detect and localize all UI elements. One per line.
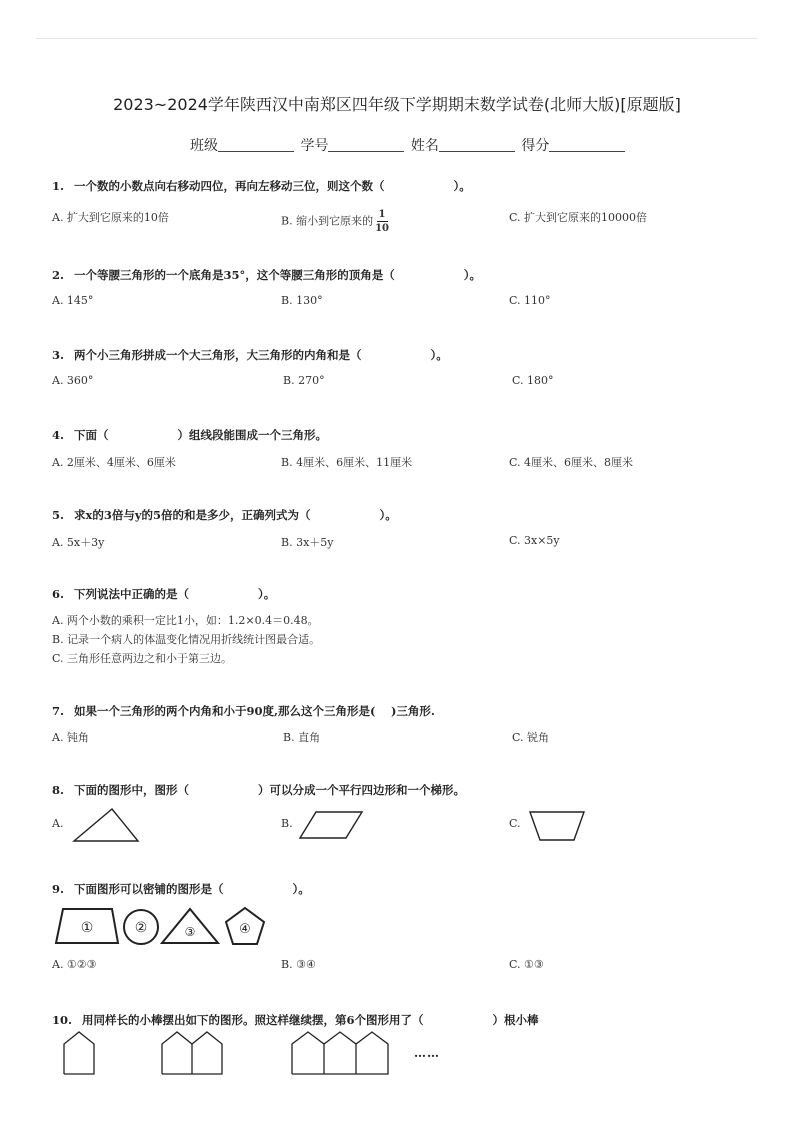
student-number-blank[interactable] bbox=[328, 138, 404, 152]
shape-label-3: ③ bbox=[184, 925, 196, 939]
shape-label-1: ① bbox=[80, 920, 94, 936]
option-c[interactable]: C. 扩大到它原来的10000倍 bbox=[509, 211, 648, 224]
matchstick-house-figures bbox=[62, 1030, 402, 1076]
tiling-shapes bbox=[54, 905, 274, 949]
option-a[interactable]: A. 两个小数的乘积一定比1小，如：1.2×0.4＝0.48。 bbox=[52, 614, 319, 627]
option-a[interactable]: A. ①②③ bbox=[52, 958, 97, 971]
question-number: 7. bbox=[52, 704, 65, 718]
option-b[interactable]: B. 270° bbox=[283, 374, 325, 387]
question-text: 如果一个三角形的两个内角和小于90度,那么这个三角形是( )三角形. bbox=[74, 704, 435, 718]
option-b[interactable]: B. 记录一个病人的体温变化情况用折线统计图最合适。 bbox=[52, 633, 321, 646]
question-number: 3. bbox=[52, 348, 65, 362]
question-number: 2. bbox=[52, 268, 65, 282]
option-a[interactable]: A. 钝角 bbox=[52, 731, 89, 744]
house-figure-1 bbox=[64, 1032, 94, 1074]
question-6 bbox=[52, 586, 275, 602]
question-9 bbox=[52, 881, 310, 897]
option-a[interactable]: A. 145° bbox=[52, 294, 94, 307]
question-1 bbox=[52, 178, 471, 194]
class-label: 班级 bbox=[190, 138, 218, 154]
option-c[interactable]: C. 三角形任意两边之和小于第三边。 bbox=[52, 652, 233, 665]
option-c[interactable]: C. 180° bbox=[512, 374, 554, 387]
option-b[interactable]: B. 直角 bbox=[283, 731, 321, 744]
question-text: 求x的3倍与y的5倍的和是多少，正确列式为（ ）。 bbox=[74, 508, 397, 522]
question-text: 下面（ ）组线段能围成一个三角形。 bbox=[74, 428, 328, 442]
option-a[interactable]: A. 扩大到它原来的10倍 bbox=[52, 211, 169, 224]
house-figure-2 bbox=[162, 1032, 222, 1074]
name-blank[interactable] bbox=[439, 138, 515, 152]
student-info-line bbox=[190, 135, 627, 155]
shape-3-triangle-icon bbox=[162, 909, 218, 943]
inverted-trapezoid-icon[interactable] bbox=[528, 810, 588, 842]
question-8 bbox=[52, 782, 465, 798]
option-b[interactable]: B. 3x＋5y bbox=[281, 536, 334, 549]
question-text: 下面的图形中，图形（ ）可以分成一个平行四边形和一个梯形。 bbox=[74, 783, 466, 797]
question-number: 5. bbox=[52, 508, 65, 522]
question-10 bbox=[52, 1012, 539, 1028]
question-4 bbox=[52, 427, 327, 443]
score-blank[interactable] bbox=[549, 138, 625, 152]
option-b[interactable] bbox=[281, 209, 389, 234]
option-c[interactable]: C. 110° bbox=[509, 294, 551, 307]
question-number: 4. bbox=[52, 428, 65, 442]
option-a[interactable]: A. 360° bbox=[52, 374, 94, 387]
option-a[interactable]: A. bbox=[52, 817, 64, 830]
question-5 bbox=[52, 507, 397, 523]
option-b-text: B. 缩小到它原来的 bbox=[281, 214, 374, 228]
house-figure-3 bbox=[292, 1032, 388, 1074]
question-number: 10. bbox=[52, 1013, 73, 1027]
option-c[interactable]: C. 3x×5y bbox=[509, 534, 560, 547]
shape-2-circle-icon bbox=[124, 910, 158, 944]
question-text: 一个数的小数点向右移动四位，再向左移动三位，则这个数（ ）。 bbox=[74, 179, 471, 193]
option-b[interactable]: B. ③④ bbox=[281, 958, 316, 971]
fraction-denominator: 10 bbox=[375, 223, 389, 234]
question-text: 用同样长的小棒摆出如下的图形。照这样继续摆，第6个图形用了（ ）根小棒 bbox=[82, 1013, 539, 1027]
option-a[interactable]: A. 5x＋3y bbox=[52, 536, 105, 549]
question-2 bbox=[52, 267, 481, 283]
question-number: 1. bbox=[52, 179, 65, 193]
option-a[interactable]: A. 2厘米、4厘米、6厘米 bbox=[52, 456, 176, 469]
fraction-one-tenth bbox=[375, 209, 389, 234]
question-number: 9. bbox=[52, 882, 65, 896]
option-c[interactable]: C. bbox=[509, 817, 521, 830]
ellipsis: …… bbox=[414, 1046, 440, 1060]
shape-1-trapezoid-icon bbox=[56, 909, 118, 943]
option-c[interactable]: C. 锐角 bbox=[512, 731, 550, 744]
fraction-numerator: 1 bbox=[378, 209, 386, 220]
option-b[interactable]: B. 4厘米、6厘米、11厘米 bbox=[281, 456, 413, 469]
option-b[interactable]: B. bbox=[281, 817, 293, 830]
question-3 bbox=[52, 347, 448, 363]
triangle-icon[interactable] bbox=[72, 806, 142, 844]
option-c[interactable]: C. 4厘米、6厘米、8厘米 bbox=[509, 456, 634, 469]
question-number: 6. bbox=[52, 587, 65, 601]
option-c[interactable]: C. ①③ bbox=[509, 958, 544, 971]
question-text: 一个等腰三角形的一个底角是35°，这个等腰三角形的顶角是（ ）。 bbox=[74, 268, 482, 282]
page-title: 2023~2024学年陕西汉中南郑区四年级下学期期末数学试卷(北师大版)[原题版] bbox=[113, 95, 681, 114]
shape-label-2: ② bbox=[134, 920, 148, 936]
shape-4-pentagon-icon bbox=[226, 908, 264, 944]
parallelogram-icon[interactable] bbox=[298, 810, 364, 840]
question-text: 两个小三角形拼成一个大三角形，大三角形的内角和是（ ）。 bbox=[74, 348, 448, 362]
name-label: 姓名 bbox=[410, 138, 439, 154]
student-number-label: 学号 bbox=[300, 138, 329, 154]
shape-label-4: ④ bbox=[239, 922, 251, 937]
question-7 bbox=[52, 703, 435, 719]
class-blank[interactable] bbox=[218, 138, 294, 152]
score-label: 得分 bbox=[521, 138, 550, 154]
header-divider bbox=[36, 38, 758, 39]
question-number: 8. bbox=[52, 783, 65, 797]
question-text: 下面图形可以密铺的图形是（ ）。 bbox=[74, 882, 310, 896]
question-text: 下列说法中正确的是（ ）。 bbox=[74, 587, 276, 601]
option-b[interactable]: B. 130° bbox=[281, 294, 323, 307]
